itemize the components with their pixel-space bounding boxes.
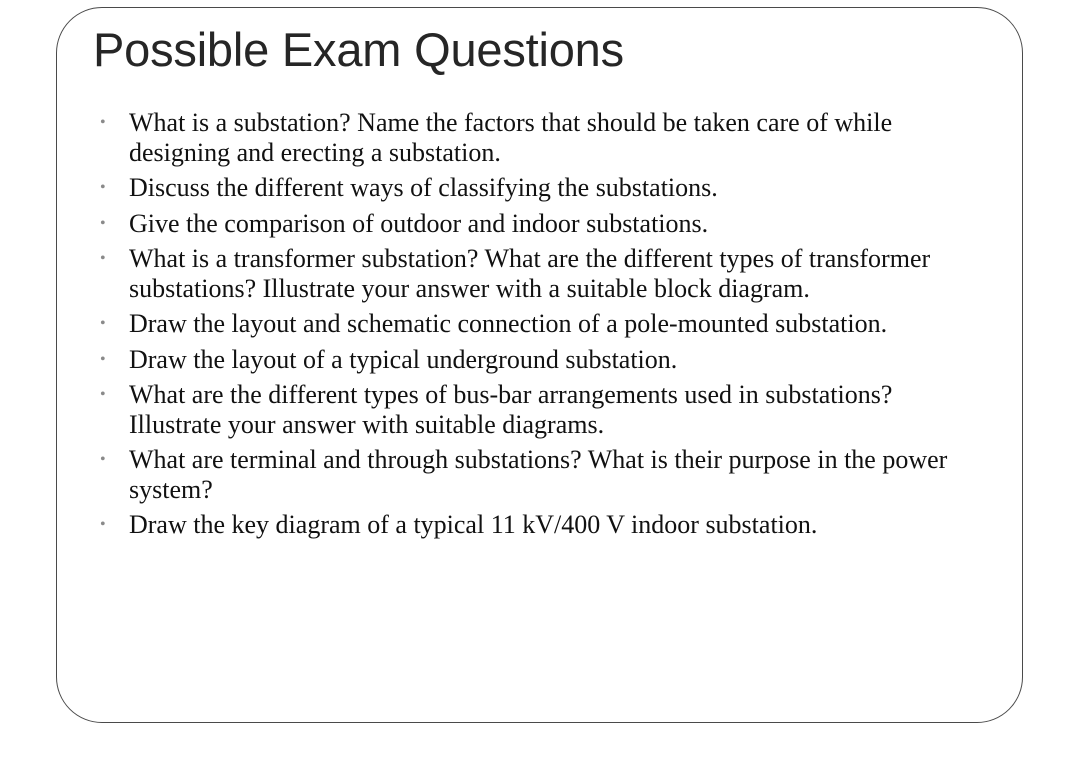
question-text: Draw the key diagram of a typical 11 kV/400 V indoor substation. (129, 510, 818, 539)
bullet-icon: • (100, 179, 106, 196)
list-item (100, 309, 960, 339)
list-item (100, 345, 960, 375)
list-item (100, 510, 960, 540)
question-text: What are terminal and through substations? What is their purpose in the power system? (129, 445, 948, 504)
question-text: Draw the layout of a typical underground substation. (129, 344, 678, 374)
bullet-icon: • (100, 250, 106, 267)
list-item (100, 209, 960, 239)
bullet-icon: • (100, 386, 106, 403)
list-item (100, 108, 960, 167)
list-item (100, 380, 960, 439)
question-text: Give the comparison of outdoor and indoor substations. (129, 208, 709, 238)
bullet-icon: • (100, 214, 106, 232)
question-text: What is a substation? Name the factors that should be taken care of while designing and erecting a substation. (129, 108, 893, 167)
bullet-icon: • (100, 451, 106, 468)
question-text: Discuss the different ways of classifying the substations. (129, 173, 718, 202)
bullet-icon: • (100, 350, 106, 368)
list-item (100, 445, 960, 504)
question-text: What are the different types of bus-bar arrangements used in substations? Illustrate your answer with suitable diagrams. (129, 380, 893, 439)
list-item (100, 173, 960, 203)
bullet-icon: • (100, 516, 106, 533)
question-list (100, 108, 960, 546)
list-item (100, 244, 960, 303)
slide-title: Possible Exam Questions (93, 23, 624, 76)
bullet-icon: • (100, 315, 106, 332)
question-text: What is a transformer substation? What are the different types of transformer substations? Illustrate your answer with a suitable block diagram. (129, 244, 931, 303)
question-text: Draw the layout and schematic connection of a pole-mounted substation. (129, 309, 888, 338)
bullet-icon: • (100, 114, 106, 131)
